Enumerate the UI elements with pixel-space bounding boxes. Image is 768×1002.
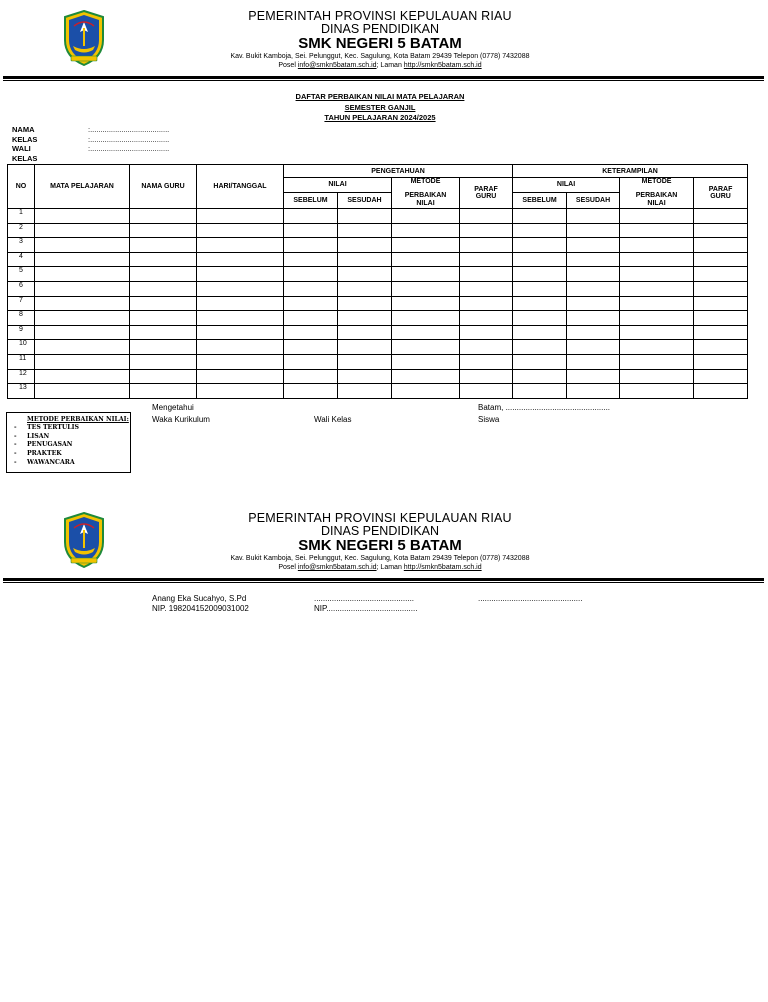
method-item: - WAWANCARA [14, 459, 75, 466]
skills-method-header [620, 178, 694, 209]
table-cell[interactable] [130, 369, 197, 384]
table-cell[interactable] [392, 252, 460, 267]
table-cell[interactable] [392, 238, 460, 253]
table-cell[interactable] [567, 281, 620, 296]
table-cell[interactable] [338, 354, 392, 369]
table-cell[interactable] [35, 369, 130, 384]
row-number: 12 [8, 369, 35, 384]
siswa-signature-line[interactable]: ............................................... [478, 594, 583, 603]
table-cell[interactable] [284, 223, 338, 238]
table-cell[interactable] [567, 209, 620, 224]
wali-signature-line[interactable]: ............................................. [314, 594, 415, 603]
table-cell[interactable] [694, 369, 748, 384]
table-cell[interactable] [35, 281, 130, 296]
table-body [8, 209, 748, 399]
table-cell[interactable] [35, 296, 130, 311]
table-cell[interactable] [197, 281, 284, 296]
table-cell[interactable] [567, 325, 620, 340]
table-cell[interactable] [460, 340, 513, 355]
table-cell[interactable] [392, 369, 460, 384]
table-cell[interactable] [130, 252, 197, 267]
table-row [8, 369, 748, 384]
table-cell[interactable] [567, 354, 620, 369]
info-label: KELAS [12, 134, 38, 144]
table-cell[interactable] [460, 369, 513, 384]
table-cell[interactable] [620, 223, 694, 238]
table-cell[interactable] [513, 209, 567, 224]
table-cell[interactable] [694, 311, 748, 326]
table-cell[interactable] [35, 267, 130, 282]
email-prefix: Posel [278, 564, 298, 571]
method-item: - PENUGASAN [14, 441, 73, 448]
table-cell[interactable] [694, 209, 748, 224]
methods-title: METODE PERBAIKAN NILAI: [27, 416, 129, 423]
table-row [8, 311, 748, 326]
table-cell[interactable] [197, 369, 284, 384]
table-cell[interactable] [392, 354, 460, 369]
table-cell[interactable] [284, 238, 338, 253]
table-cell[interactable] [567, 267, 620, 282]
row-number: 2 [8, 223, 35, 238]
table-cell[interactable] [338, 281, 392, 296]
method-item: - TES TERTULIS [14, 424, 80, 431]
table-cell[interactable] [460, 223, 513, 238]
document-titles [0, 92, 760, 124]
table-cell[interactable] [197, 311, 284, 326]
row-number: 11 [8, 354, 35, 369]
semester-label: SEMESTER GANJIL [344, 102, 416, 112]
table-cell[interactable] [460, 281, 513, 296]
col-no-header: NO [8, 165, 35, 209]
table-cell[interactable] [694, 252, 748, 267]
table-cell[interactable] [284, 325, 338, 340]
place-date[interactable]: Batam, ............................................... [478, 403, 611, 412]
row-number: 6 [8, 281, 35, 296]
table-cell[interactable] [338, 209, 392, 224]
table-cell[interactable] [694, 354, 748, 369]
table-cell[interactable] [284, 354, 338, 369]
info-value[interactable]: :...................................... [88, 125, 170, 134]
method-line1: METODE [410, 178, 441, 185]
row-number: 4 [8, 252, 35, 267]
table-cell[interactable] [460, 252, 513, 267]
table-cell[interactable] [197, 354, 284, 369]
government-line: PEMERINTAH PROVINSI KEPULAUAN RIAU [248, 511, 512, 525]
paraf-line2: GURU [475, 193, 497, 200]
table-cell[interactable] [694, 384, 748, 399]
table-cell[interactable] [197, 209, 284, 224]
table-cell[interactable] [197, 325, 284, 340]
table-cell[interactable] [460, 384, 513, 399]
table-cell[interactable] [338, 252, 392, 267]
table-cell[interactable] [567, 252, 620, 267]
table-cell[interactable] [338, 340, 392, 355]
table-cell[interactable] [35, 384, 130, 399]
government-line: PEMERINTAH PROVINSI KEPULAUAN RIAU [248, 9, 512, 23]
row-number: 3 [8, 238, 35, 253]
table-cell[interactable] [197, 340, 284, 355]
email-prefix: Posel [278, 62, 298, 69]
info-value[interactable]: :...................................... [88, 144, 170, 153]
table-cell[interactable] [392, 311, 460, 326]
school-name: SMK NEGERI 5 BATAM [298, 35, 462, 52]
info-label: WALI KELAS [12, 144, 38, 163]
table-cell[interactable] [284, 384, 338, 399]
table-cell[interactable] [513, 354, 567, 369]
table-row [8, 209, 748, 224]
row-number: 5 [8, 267, 35, 282]
table-cell[interactable] [620, 325, 694, 340]
knowledge-before-header: SEBELUM [284, 192, 338, 208]
row-number: 9 [8, 325, 35, 340]
table-row [8, 223, 748, 238]
wali-title: Wali Kelas [314, 415, 352, 424]
paraf-line2: GURU [710, 193, 731, 200]
table-cell[interactable] [567, 311, 620, 326]
website-link[interactable]: http://smkn5batam.sch.id [403, 564, 482, 571]
header-rule-thick [3, 578, 764, 581]
table-row [8, 238, 748, 253]
table-cell[interactable] [694, 223, 748, 238]
table-cell[interactable] [130, 281, 197, 296]
web-prefix: ; Laman [376, 62, 404, 69]
table-cell[interactable] [392, 223, 460, 238]
table-cell[interactable] [620, 340, 694, 355]
table-cell[interactable] [197, 223, 284, 238]
header-rule-thin [3, 582, 764, 583]
knowledge-paraf-header [460, 178, 513, 209]
table-cell[interactable] [694, 281, 748, 296]
table-cell[interactable] [130, 238, 197, 253]
address-line: Kav. Bukit Kamboja, Sei. Pelunggut, Kec. Sagulung, Kota Batam 29439 Telepon (0778) 7432088 [230, 53, 530, 60]
table-cell[interactable] [130, 354, 197, 369]
siswa-title: Siswa [478, 415, 500, 424]
table-row [8, 252, 748, 267]
table-cell[interactable] [392, 384, 460, 399]
table-cell[interactable] [338, 325, 392, 340]
letterhead [0, 0, 768, 85]
table-cell[interactable] [392, 340, 460, 355]
table-cell[interactable] [460, 354, 513, 369]
table-cell[interactable] [513, 281, 567, 296]
skills-after-header: SESUDAH [567, 192, 620, 208]
document-title: DAFTAR PERBAIKAN NILAI MATA PELAJARAN [295, 92, 465, 101]
knowledge-score-header: NILAI [284, 178, 392, 193]
table-cell[interactable] [338, 384, 392, 399]
table-cell[interactable] [197, 296, 284, 311]
table-cell[interactable] [284, 311, 338, 326]
table-cell[interactable] [130, 296, 197, 311]
paraf-line1: PARAF [708, 186, 733, 193]
knowledge-after-header: SESUDAH [338, 192, 392, 208]
table-cell[interactable] [620, 384, 694, 399]
table-cell[interactable] [513, 267, 567, 282]
table-cell[interactable] [284, 281, 338, 296]
table-cell[interactable] [284, 369, 338, 384]
table-cell[interactable] [130, 267, 197, 282]
table-cell[interactable] [338, 238, 392, 253]
table-cell[interactable] [338, 311, 392, 326]
table-cell[interactable] [620, 252, 694, 267]
row-number: 1 [8, 209, 35, 224]
row-number: 13 [8, 384, 35, 399]
department-line: DINAS PENDIDIKAN [320, 524, 440, 538]
table-cell[interactable] [130, 209, 197, 224]
table-cell[interactable] [694, 296, 748, 311]
waka-nip: NIP. 198204152009031002 [152, 604, 249, 613]
table-cell[interactable] [338, 267, 392, 282]
table-cell[interactable] [694, 238, 748, 253]
table-cell[interactable] [392, 209, 460, 224]
table-cell[interactable] [284, 252, 338, 267]
table-cell[interactable] [567, 296, 620, 311]
table-row [8, 325, 748, 340]
skills-header: KETERAMPILAN [513, 165, 748, 178]
col-teacher-header: NAMA GURU [130, 165, 197, 209]
table-cell[interactable] [130, 223, 197, 238]
method-line2: PERBAIKAN NILAI [404, 192, 447, 207]
table-row [8, 296, 748, 311]
col-date-header: HARI/TANGGAL [197, 165, 284, 209]
department-line: DINAS PENDIDIKAN [320, 22, 440, 36]
table-cell[interactable] [338, 223, 392, 238]
skills-paraf-header [694, 178, 748, 209]
method-line1: METODE [641, 178, 672, 185]
table-cell[interactable] [513, 340, 567, 355]
table-cell[interactable] [460, 238, 513, 253]
repair-methods-box [6, 412, 131, 473]
table-cell[interactable] [567, 223, 620, 238]
table-cell[interactable] [460, 209, 513, 224]
table-cell[interactable] [35, 311, 130, 326]
school-name: SMK NEGERI 5 BATAM [298, 537, 462, 554]
acknowledged-label: Mengetahui [152, 403, 194, 412]
table-cell[interactable] [513, 369, 567, 384]
table-cell[interactable] [338, 296, 392, 311]
address-line: Kav. Bukit Kamboja, Sei. Pelunggut, Kec. Sagulung, Kota Batam 29439 Telepon (0778) 7432088 [230, 555, 530, 562]
table-cell[interactable] [620, 354, 694, 369]
table-cell[interactable] [694, 340, 748, 355]
table-cell[interactable] [620, 311, 694, 326]
table-cell[interactable] [35, 354, 130, 369]
wali-nip[interactable]: NIP......................................... [314, 604, 418, 613]
row-number: 8 [8, 311, 35, 326]
academic-year: TAHUN PELAJARAN 2024/2025 [324, 113, 436, 122]
method-item: - PRAKTEK [14, 450, 62, 457]
email-link[interactable]: info@smkn5batam.sch.id [297, 62, 377, 69]
table-cell[interactable] [620, 238, 694, 253]
table-cell[interactable] [460, 311, 513, 326]
table-cell[interactable] [284, 267, 338, 282]
info-value[interactable]: :...................................... [88, 134, 170, 144]
table-cell[interactable] [35, 252, 130, 267]
header-rule-thick [3, 76, 764, 79]
web-prefix: ; Laman [376, 564, 404, 571]
header-rule-thin [3, 80, 764, 81]
table-cell[interactable] [620, 369, 694, 384]
table-cell[interactable] [567, 340, 620, 355]
table-cell[interactable] [513, 296, 567, 311]
table-cell[interactable] [197, 267, 284, 282]
table-cell[interactable] [35, 340, 130, 355]
table-cell[interactable] [130, 311, 197, 326]
table-cell[interactable] [338, 369, 392, 384]
table-cell[interactable] [284, 296, 338, 311]
table-cell[interactable] [130, 325, 197, 340]
table-cell[interactable] [197, 384, 284, 399]
table-cell[interactable] [513, 311, 567, 326]
table-cell[interactable] [284, 340, 338, 355]
table-cell[interactable] [460, 267, 513, 282]
table-row [8, 267, 748, 282]
table-cell[interactable] [392, 281, 460, 296]
grade-repair-table [7, 164, 748, 399]
waka-name: Anang Eka Sucahyo, S.Pd [152, 594, 247, 603]
letterhead-repeat [0, 502, 768, 587]
table-cell[interactable] [197, 252, 284, 267]
table-cell[interactable] [392, 267, 460, 282]
table-cell[interactable] [620, 296, 694, 311]
email-link[interactable]: info@smkn5batam.sch.id [297, 564, 377, 571]
table-cell[interactable] [35, 209, 130, 224]
table-row [8, 340, 748, 355]
table-cell[interactable] [694, 267, 748, 282]
table-cell[interactable] [392, 296, 460, 311]
table-row [8, 281, 748, 296]
paraf-line1: PARAF [474, 186, 498, 193]
method-line2: PERBAIKAN NILAI [635, 192, 678, 207]
skills-score-header: NILAI [513, 178, 620, 193]
table-cell[interactable] [513, 252, 567, 267]
waka-title: Waka Kurikulum [152, 415, 210, 424]
row-number: 7 [8, 296, 35, 311]
website-link[interactable]: http://smkn5batam.sch.id [403, 62, 482, 69]
table-row [8, 384, 748, 399]
table-cell[interactable] [130, 340, 197, 355]
table-cell[interactable] [513, 223, 567, 238]
knowledge-method-header [392, 178, 460, 209]
table-cell[interactable] [513, 325, 567, 340]
knowledge-header: PENGETAHUAN [284, 165, 513, 178]
table-cell[interactable] [513, 238, 567, 253]
method-item: - LISAN [14, 433, 50, 440]
table-cell[interactable] [620, 267, 694, 282]
table-cell[interactable] [694, 325, 748, 340]
table-cell[interactable] [460, 296, 513, 311]
table-cell[interactable] [567, 238, 620, 253]
table-cell[interactable] [620, 209, 694, 224]
table-cell[interactable] [620, 281, 694, 296]
skills-before-header: SEBELUM [513, 192, 567, 208]
table-cell[interactable] [35, 238, 130, 253]
table-cell[interactable] [284, 209, 338, 224]
contact-line [0, 564, 760, 571]
col-subject-header: MATA PELAJARAN [35, 165, 130, 209]
table-cell[interactable] [197, 238, 284, 253]
table-cell[interactable] [392, 325, 460, 340]
table-cell[interactable] [567, 369, 620, 384]
table-cell[interactable] [35, 325, 130, 340]
table-row [8, 354, 748, 369]
table-cell[interactable] [460, 325, 513, 340]
table-cell[interactable] [513, 384, 567, 399]
table-cell[interactable] [130, 384, 197, 399]
info-label: NAMA [12, 125, 35, 134]
table-cell[interactable] [35, 223, 130, 238]
table-cell[interactable] [567, 384, 620, 399]
contact-line [0, 62, 760, 69]
row-number: 10 [8, 340, 35, 355]
